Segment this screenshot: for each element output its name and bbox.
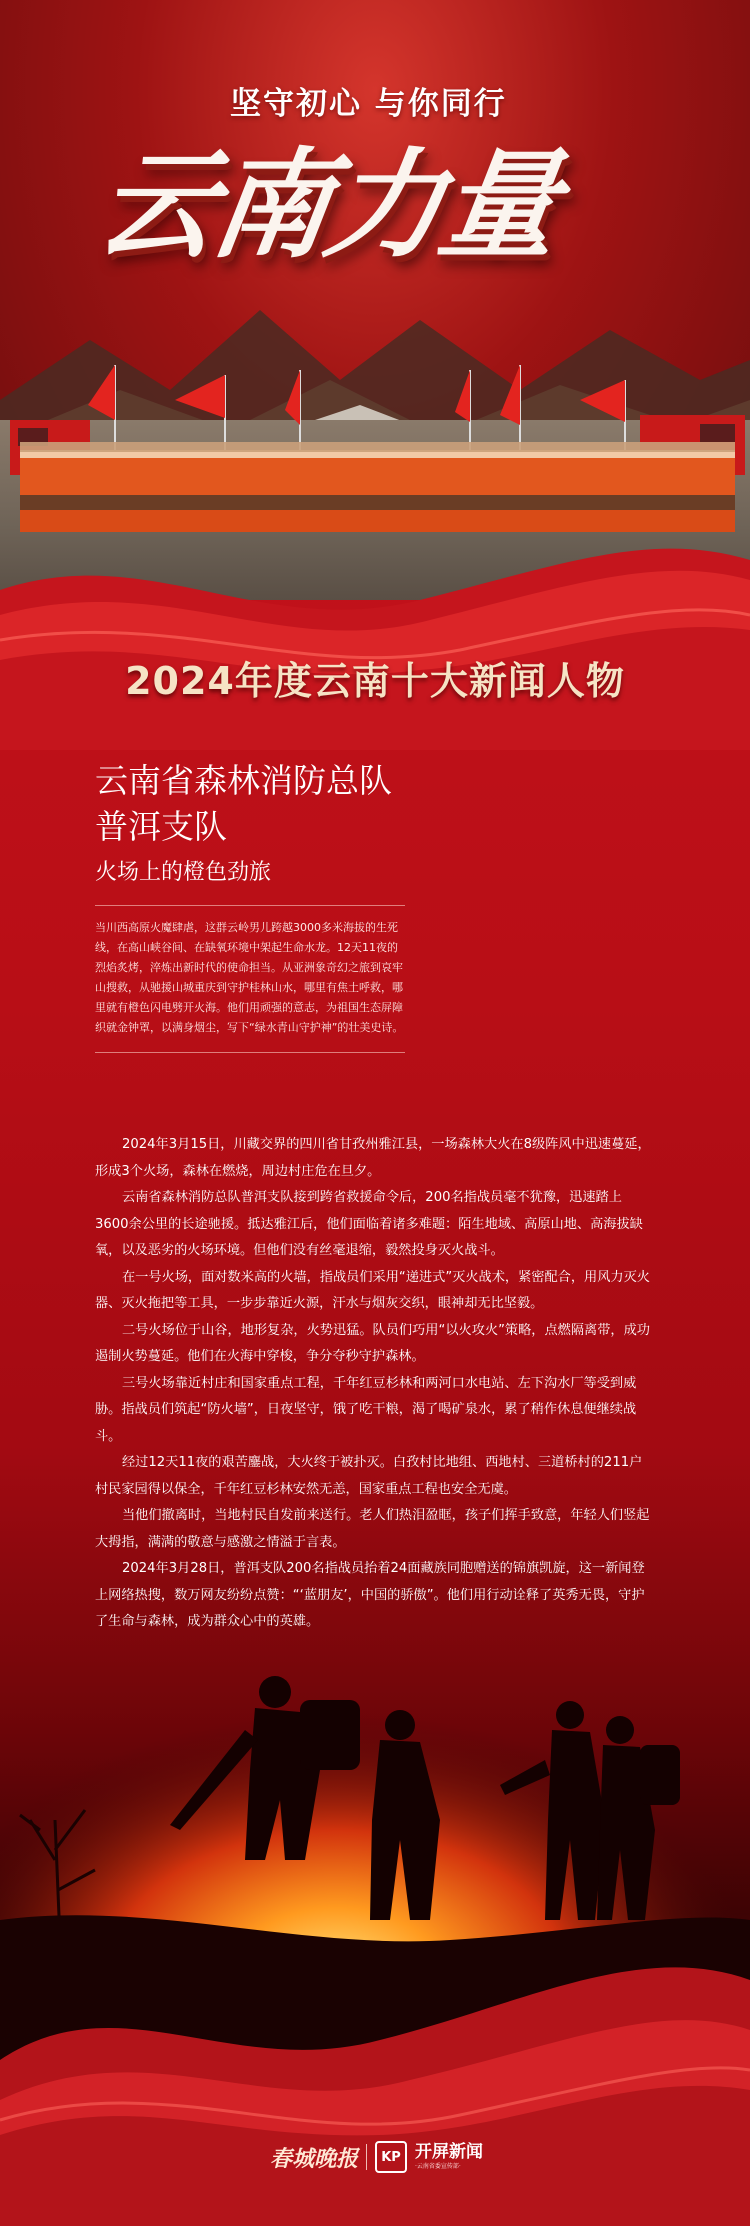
article-body bbox=[95, 1132, 655, 1636]
kaiping-news-logo bbox=[415, 2144, 483, 2170]
unit-tagline: 火场上的橙色劲旅 bbox=[95, 860, 272, 885]
chuncheng-evening-news-logo: 春城晚报 bbox=[270, 2145, 359, 2172]
body-paragraph: 在一号火场，面对数米高的火墙，指战员们采用“递进式”灭火战术，紧密配合，用风力灭火器、灭火拖把等工具，一步步靠近火源，汗水与烟灰交织，眼神却无比坚毅。 bbox=[95, 1269, 650, 1311]
kaiping-logo-icon: KP bbox=[375, 2141, 407, 2173]
hero-slogan: 坚守初心 与你同行 bbox=[230, 86, 507, 122]
unit-name-line2: 普洱支队 bbox=[95, 807, 227, 846]
kaiping-news-sub: ·云南省委宣传部· bbox=[415, 2163, 461, 2170]
body-paragraph: 2024年3月15日，川藏交界的四川省甘孜州雅江县，一场森林大火在8级阵风中迅速蔓延，形成3个火场，森林在燃烧，周边村庄危在旦夕。 bbox=[95, 1137, 651, 1179]
headline: 2024年度云南十大新闻人物 bbox=[125, 659, 625, 703]
silk-ribbon-top bbox=[0, 520, 750, 750]
silk-ribbon-bottom bbox=[0, 1920, 750, 2226]
unit-name-line1: 云南省森林消防总队 bbox=[95, 761, 392, 800]
kaiping-news-name: 开屏新闻 bbox=[415, 2142, 484, 2162]
intro-paragraph: 当川西高原火魔肆虐，这群云岭男儿跨越3000多米海拔的生死线，在高山峡谷间、在缺氧环境中架起生命水龙。12天11夜的烈焰炙烤，淬炼出新时代的使命担当。从亚洲象奇幻之旅到哀牢山搜救，从驰援山城重庆到守护桂林山水，哪里有焦土呼救，哪里就有橙色闪电劈开火海。他们用顽强的意志，为祖国生态屏障织就金钟罩，以满身烟尘，写下“绿水青山守护神”的壮美史诗。 bbox=[95, 905, 405, 1053]
firefighter-row bbox=[20, 442, 735, 532]
unit-name bbox=[95, 758, 392, 850]
hero-banner bbox=[0, 0, 750, 600]
body-paragraph: 经过12天11夜的艰苦鏖战，大火终于被扑灭。白孜村比地组、西地村、三道桥村的211户村民家园得以保全，千年红豆杉林安然无恙，国家重点工程也安全无虞。 bbox=[95, 1455, 643, 1497]
logo-divider bbox=[366, 2144, 367, 2170]
body-paragraph: 当他们撤离时，当地村民自发前来送行。老人们热泪盈眶，孩子们挥手致意，年轻人们竖起大拇指，满满的敬意与感激之情溢于言表。 bbox=[95, 1508, 650, 1550]
body-paragraph: 云南省森林消防总队普洱支队接到跨省救援命令后，200名指战员毫不犹豫，迅速踏上3600余公里的长途驰援。抵达雅江后，他们面临着诸多难题：陌生地域、高原山地、高海拔缺氧，以及恶劣的火场环境。但他们没有丝毫退缩，毅然投身灭火战斗。 bbox=[95, 1190, 643, 1258]
hero-title: 云南力量 bbox=[88, 135, 565, 274]
body-paragraph: 三号火场靠近村庄和国家重点工程，千年红豆杉林和两河口水电站、左下沟水厂等受到威胁。指战员们筑起“防火墙”，日夜坚守，饿了吃干粮，渴了喝矿泉水，累了稍作休息便继续战斗。 bbox=[95, 1375, 637, 1444]
footer-logos bbox=[270, 2140, 483, 2174]
body-paragraph: 二号火场位于山谷，地形复杂，火势迅猛。队员们巧用“以火攻火”策略，点燃隔离带，成功遏制火势蔓延。他们在火海中穿梭，争分夺秒守护森林。 bbox=[95, 1322, 650, 1364]
body-paragraph: 2024年3月28日，普洱支队200名指战员抬着24面藏族同胞赠送的锦旗凯旋，这一新闻登上网络热搜，数万网友纷纷点赞：“‘蓝朋友’，中国的骄傲”。他们用行动诠释了英秀无畏，守护 bbox=[95, 1561, 645, 1603]
